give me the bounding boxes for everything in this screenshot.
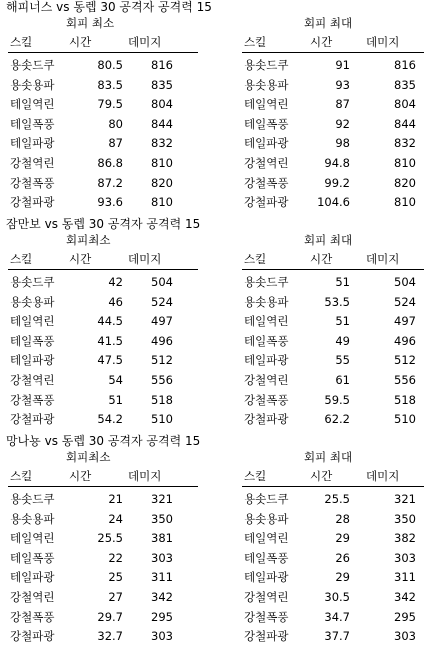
table-row	[242, 115, 424, 134]
skill-name-cell: 강철폭풍	[10, 609, 55, 624]
table-row	[242, 391, 424, 410]
table-row	[8, 391, 198, 410]
table-row	[8, 371, 198, 390]
damage-value-cell: 810	[394, 195, 416, 210]
skill-name-cell: 강철폭풍	[244, 609, 289, 624]
section-title: 해피너스 vs 동렙 30 공격자 공격력 15	[6, 0, 212, 14]
table-row	[242, 490, 424, 509]
skill-name-cell: 강철폭풍	[10, 175, 55, 190]
skill-name-cell: 강철파광	[10, 195, 55, 210]
table-row	[242, 56, 424, 75]
time-value-cell: 25	[108, 570, 123, 585]
header-divider	[8, 486, 198, 487]
skill-name-cell: 용솟드쿠	[10, 58, 55, 72]
time-value-cell: 79.5	[97, 97, 123, 112]
damage-value-cell: 311	[394, 570, 416, 585]
table-row	[8, 410, 198, 429]
skill-name-cell: 테일폭풍	[244, 333, 289, 348]
damage-value-cell: 820	[394, 175, 416, 190]
time-value-cell: 49	[335, 333, 350, 348]
time-value-cell: 91	[335, 58, 350, 72]
table-row	[8, 293, 198, 312]
table-row	[8, 490, 198, 509]
table-row	[242, 193, 424, 212]
section-title: 망나뇽 vs 동렙 30 공격자 공격력 15	[6, 434, 201, 448]
table-row	[242, 332, 424, 351]
damage-value-cell: 321	[394, 492, 416, 506]
column-header-skill: 스킬	[244, 35, 267, 49]
time-value-cell: 87	[108, 136, 123, 151]
time-value-cell: 26	[335, 550, 350, 565]
skill-name-cell: 테일역린	[244, 97, 289, 112]
skill-name-cell: 강철역린	[244, 156, 289, 170]
column-header-skill: 스킬	[10, 252, 33, 266]
skill-name-cell: 강철역린	[10, 590, 55, 604]
time-value-cell: 44.5	[97, 314, 123, 329]
column-header-time: 시간	[310, 469, 333, 483]
damage-value-cell: 342	[394, 590, 416, 604]
damage-value-cell: 303	[151, 629, 173, 644]
time-value-cell: 34.7	[324, 609, 350, 624]
skill-name-cell: 강철역린	[244, 590, 289, 604]
time-value-cell: 94.8	[324, 156, 350, 170]
damage-value-cell: 556	[151, 373, 173, 387]
time-value-cell: 92	[335, 116, 350, 131]
time-value-cell: 29	[335, 570, 350, 585]
time-value-cell: 93	[335, 77, 350, 92]
time-value-cell: 22	[108, 550, 123, 565]
time-value-cell: 61	[335, 373, 350, 387]
time-value-cell: 54	[108, 373, 123, 387]
time-value-cell: 37.7	[324, 629, 350, 644]
damage-value-cell: 311	[151, 570, 173, 585]
time-value-cell: 51	[335, 275, 350, 289]
skill-name-cell: 테일파광	[244, 353, 289, 368]
column-header-skill: 스킬	[10, 469, 33, 483]
time-value-cell: 55	[335, 353, 350, 368]
column-header-damage: 데미지	[128, 252, 162, 266]
damage-value-cell: 835	[394, 77, 416, 92]
damage-value-cell: 382	[394, 531, 416, 546]
time-value-cell: 51	[335, 314, 350, 329]
time-value-cell: 87	[335, 97, 350, 112]
damage-value-cell: 295	[394, 609, 416, 624]
sheet-section	[0, 217, 434, 432]
skill-name-cell: 강철파광	[244, 629, 289, 644]
table-row	[8, 549, 198, 568]
skill-name-cell: 용솟드쿠	[10, 492, 55, 506]
table-row	[8, 627, 198, 646]
table-row	[242, 134, 424, 153]
column-header-damage: 데미지	[128, 469, 162, 483]
damage-value-cell: 810	[394, 156, 416, 170]
time-value-cell: 87.2	[97, 175, 123, 190]
table-row	[8, 529, 198, 548]
damage-value-cell: 810	[151, 195, 173, 210]
damage-value-cell: 497	[151, 314, 173, 329]
time-value-cell: 98	[335, 136, 350, 151]
table-row	[8, 76, 198, 95]
skill-name-cell: 테일역린	[10, 97, 55, 112]
time-value-cell: 104.6	[317, 195, 350, 210]
table-row	[242, 273, 424, 292]
table-row	[8, 154, 198, 173]
time-value-cell: 29	[335, 531, 350, 546]
damage-value-cell: 816	[394, 58, 416, 72]
table-row	[242, 529, 424, 548]
time-value-cell: 25.5	[97, 531, 123, 546]
time-value-cell: 32.7	[97, 629, 123, 644]
table-row	[242, 76, 424, 95]
skill-name-cell: 테일파광	[10, 570, 55, 585]
skill-name-cell: 용솟용파	[244, 294, 289, 309]
damage-value-cell: 497	[394, 314, 416, 329]
damage-value-cell: 496	[394, 333, 416, 348]
damage-value-cell: 832	[394, 136, 416, 151]
table-row	[8, 510, 198, 529]
skill-name-cell: 강철역린	[10, 373, 55, 387]
group-label: 회피 최대	[304, 450, 353, 464]
skill-name-cell: 용솟용파	[10, 511, 55, 526]
time-value-cell: 42	[108, 275, 123, 289]
time-value-cell: 30.5	[324, 590, 350, 604]
skill-name-cell: 테일폭풍	[244, 550, 289, 565]
time-value-cell: 80	[108, 116, 123, 131]
skill-name-cell: 용솟용파	[244, 77, 289, 92]
skill-name-cell: 테일파광	[244, 570, 289, 585]
damage-value-cell: 303	[151, 550, 173, 565]
time-value-cell: 53.5	[324, 294, 350, 309]
damage-value-cell: 321	[151, 492, 173, 506]
skill-name-cell: 테일폭풍	[10, 550, 55, 565]
damage-value-cell: 820	[151, 175, 173, 190]
column-header-skill: 스킬	[244, 469, 267, 483]
damage-value-cell: 524	[394, 294, 416, 309]
table-row	[8, 56, 198, 75]
stats-table-evasion-max	[242, 450, 424, 650]
time-value-cell: 41.5	[97, 333, 123, 348]
damage-value-cell: 835	[151, 77, 173, 92]
skill-name-cell: 테일폭풍	[10, 116, 55, 131]
damage-value-cell: 804	[394, 97, 416, 112]
skill-name-cell: 용솟용파	[244, 511, 289, 526]
time-value-cell: 46	[108, 294, 123, 309]
damage-value-cell: 303	[394, 629, 416, 644]
skill-name-cell: 용솟드쿠	[244, 275, 289, 289]
damage-value-cell: 556	[394, 373, 416, 387]
damage-value-cell: 350	[151, 511, 173, 526]
table-row	[242, 371, 424, 390]
time-value-cell: 25.5	[324, 492, 350, 506]
time-value-cell: 28	[335, 511, 350, 526]
skill-name-cell: 강철폭풍	[244, 392, 289, 407]
skill-name-cell: 강철역린	[10, 156, 55, 170]
table-row	[8, 115, 198, 134]
header-divider	[8, 269, 198, 270]
table-row	[242, 588, 424, 607]
damage-value-cell: 844	[394, 116, 416, 131]
damage-value-cell: 295	[151, 609, 173, 624]
damage-value-cell: 512	[394, 353, 416, 368]
column-header-damage: 데미지	[366, 469, 400, 483]
table-row	[8, 608, 198, 627]
damage-value-cell: 832	[151, 136, 173, 151]
table-row	[242, 410, 424, 429]
group-label: 회피최소	[66, 233, 111, 247]
skill-name-cell: 용솟용파	[10, 294, 55, 309]
time-value-cell: 93.6	[97, 195, 123, 210]
time-value-cell: 21	[108, 492, 123, 506]
damage-value-cell: 810	[151, 156, 173, 170]
damage-value-cell: 303	[394, 550, 416, 565]
header-divider	[8, 52, 198, 53]
group-label: 회피 최대	[304, 233, 353, 247]
column-header-skill: 스킬	[10, 35, 33, 49]
table-row	[8, 95, 198, 114]
skill-name-cell: 용솟드쿠	[244, 492, 289, 506]
skill-name-cell: 테일역린	[244, 531, 289, 546]
time-value-cell: 54.2	[97, 412, 123, 427]
time-value-cell: 86.8	[97, 156, 123, 170]
damage-value-cell: 518	[151, 392, 173, 407]
time-value-cell: 99.2	[324, 175, 350, 190]
table-row	[8, 351, 198, 370]
section-title: 잠만보 vs 동렙 30 공격자 공격력 15	[6, 217, 201, 231]
damage-value-cell: 512	[151, 353, 173, 368]
skill-name-cell: 용솟용파	[10, 77, 55, 92]
skill-name-cell: 강철역린	[244, 373, 289, 387]
stats-table-evasion-min	[8, 450, 198, 650]
group-label: 회피 최소	[66, 16, 115, 30]
time-value-cell: 24	[108, 511, 123, 526]
skill-name-cell: 강철파광	[244, 412, 289, 427]
header-divider	[242, 486, 424, 487]
damage-value-cell: 844	[151, 116, 173, 131]
stats-table-evasion-min	[8, 233, 198, 433]
table-row	[242, 312, 424, 331]
table-row	[242, 627, 424, 646]
damage-value-cell: 381	[151, 531, 173, 546]
table-row	[242, 154, 424, 173]
header-divider	[242, 52, 424, 53]
time-value-cell: 51	[108, 392, 123, 407]
sheet-section	[0, 0, 434, 215]
skill-name-cell: 강철파광	[10, 629, 55, 644]
skill-name-cell: 용솟드쿠	[244, 58, 289, 72]
skill-name-cell: 테일폭풍	[244, 116, 289, 131]
skill-name-cell: 테일파광	[10, 136, 55, 151]
time-value-cell: 47.5	[97, 353, 123, 368]
group-label: 회피최소	[66, 450, 111, 464]
damage-value-cell: 350	[394, 511, 416, 526]
skill-name-cell: 테일역린	[10, 314, 55, 329]
table-row	[242, 174, 424, 193]
group-label: 회피 최대	[304, 16, 353, 30]
stats-table-evasion-max	[242, 233, 424, 433]
skill-name-cell: 용솟드쿠	[10, 275, 55, 289]
stats-table-evasion-max	[242, 16, 424, 216]
table-row	[242, 510, 424, 529]
damage-value-cell: 504	[151, 275, 173, 289]
skill-name-cell: 테일파광	[244, 136, 289, 151]
time-value-cell: 62.2	[324, 412, 350, 427]
column-header-damage: 데미지	[366, 35, 400, 49]
skill-name-cell: 강철파광	[10, 412, 55, 427]
time-value-cell: 83.5	[97, 77, 123, 92]
skill-name-cell: 강철폭풍	[244, 175, 289, 190]
table-row	[242, 608, 424, 627]
column-header-skill: 스킬	[244, 252, 267, 266]
skill-name-cell: 강철파광	[244, 195, 289, 210]
time-value-cell: 59.5	[324, 392, 350, 407]
table-row	[8, 134, 198, 153]
table-row	[8, 312, 198, 331]
sheet-section	[0, 434, 434, 649]
damage-value-cell: 518	[394, 392, 416, 407]
damage-value-cell: 504	[394, 275, 416, 289]
header-divider	[242, 269, 424, 270]
damage-value-cell: 804	[151, 97, 173, 112]
column-header-time: 시간	[310, 252, 333, 266]
skill-name-cell: 테일역린	[10, 531, 55, 546]
column-header-time: 시간	[69, 469, 92, 483]
table-row	[8, 588, 198, 607]
stats-table-evasion-min	[8, 16, 198, 216]
column-header-time: 시간	[69, 35, 92, 49]
skill-name-cell: 테일역린	[244, 314, 289, 329]
damage-value-cell: 816	[151, 58, 173, 72]
skill-name-cell: 강철폭풍	[10, 392, 55, 407]
time-value-cell: 27	[108, 590, 123, 604]
table-row	[8, 273, 198, 292]
skill-name-cell: 테일파광	[10, 353, 55, 368]
table-row	[242, 293, 424, 312]
table-row	[242, 549, 424, 568]
table-row	[242, 568, 424, 587]
table-row	[242, 95, 424, 114]
table-row	[8, 193, 198, 212]
damage-value-cell: 510	[394, 412, 416, 427]
table-row	[8, 174, 198, 193]
table-row	[8, 568, 198, 587]
skill-name-cell: 테일폭풍	[10, 333, 55, 348]
column-header-damage: 데미지	[128, 35, 162, 49]
damage-value-cell: 496	[151, 333, 173, 348]
column-header-damage: 데미지	[366, 252, 400, 266]
time-value-cell: 80.5	[97, 58, 123, 72]
damage-value-cell: 524	[151, 294, 173, 309]
damage-value-cell: 342	[151, 590, 173, 604]
damage-value-cell: 510	[151, 412, 173, 427]
time-value-cell: 29.7	[97, 609, 123, 624]
column-header-time: 시간	[310, 35, 333, 49]
table-row	[8, 332, 198, 351]
column-header-time: 시간	[69, 252, 92, 266]
table-row	[242, 351, 424, 370]
